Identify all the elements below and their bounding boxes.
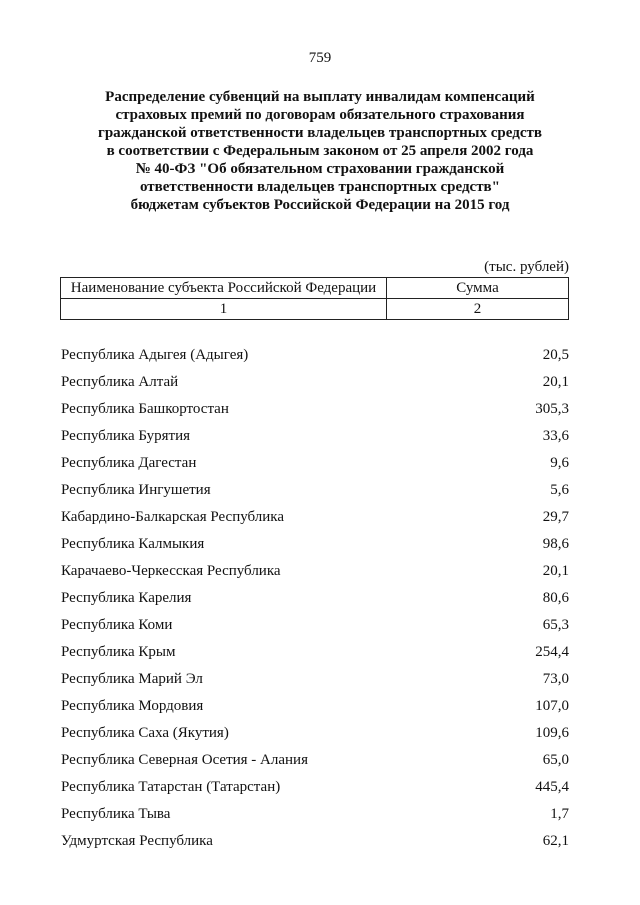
table-row [61, 396, 569, 423]
table-row [61, 639, 569, 666]
table-row [61, 612, 569, 639]
table-row [61, 666, 569, 693]
title-line: страховых премий по договорам обязательного страхования [115, 107, 525, 123]
header-amount: Сумма [387, 278, 569, 299]
title-line: гражданской ответственности владельцев транспортных средств [98, 125, 542, 141]
table-row [61, 423, 569, 450]
table-column-numbers-row [61, 299, 569, 320]
subject-amount: 1,7 [550, 806, 569, 822]
subject-name: Республика Башкортостан [61, 401, 229, 417]
page-number: 759 [308, 50, 332, 66]
title-line: ответственности владельцев транспортных средств" [140, 179, 500, 195]
subject-amount: 65,0 [542, 752, 569, 768]
units-label: (тыс. рублей) [484, 259, 569, 275]
subject-amount: 254,4 [535, 644, 569, 660]
table-row [61, 342, 569, 369]
subject-name: Республика Карелия [61, 590, 192, 606]
subject-name: Кабардино-Балкарская Республика [61, 509, 285, 525]
subject-amount: 20,1 [542, 374, 569, 390]
table-header-row [61, 278, 569, 299]
subject-name: Республика Северная Осетия - Алания [61, 752, 308, 768]
table-row [61, 450, 569, 477]
subject-amount: 9,6 [550, 455, 569, 471]
subject-amount: 445,4 [535, 779, 569, 795]
column-number-1: 1 [61, 299, 387, 320]
table-row [61, 531, 569, 558]
subject-name: Республика Татарстан (Татарстан) [61, 779, 281, 795]
subject-amount: 65,3 [542, 617, 569, 633]
table-row [61, 477, 569, 504]
table-row [61, 801, 569, 828]
table-row [61, 747, 569, 774]
title-line: бюджетам субъектов Российской Федерации на 2015 год [130, 197, 510, 213]
table-row [61, 585, 569, 612]
subject-name: Удмуртская Республика [61, 833, 213, 849]
subject-name: Республика Мордовия [61, 698, 204, 714]
subject-name: Республика Ингушетия [61, 482, 211, 498]
document-title [60, 88, 580, 214]
subject-name: Республика Дагестан [61, 455, 197, 471]
subject-name: Республика Марий Эл [61, 671, 203, 687]
subject-name: Республика Бурятия [61, 428, 191, 444]
title-line: Распределение субвенций на выплату инвалидам компенсаций [105, 89, 535, 105]
subject-amount: 107,0 [535, 698, 569, 714]
table-body [61, 342, 569, 855]
table-row [61, 774, 569, 801]
subject-name: Республика Коми [61, 617, 173, 633]
subject-name: Республика Крым [61, 644, 176, 660]
title-line: в соответствии с Федеральным законом от 25 апреля 2002 года [106, 143, 534, 159]
subject-name: Республика Алтай [61, 374, 179, 390]
subject-amount: 109,6 [535, 725, 569, 741]
subject-amount: 62,1 [542, 833, 569, 849]
title-line: № 40-ФЗ "Об обязательном страховании гражданской [135, 161, 505, 177]
subject-name: Республика Тыва [61, 806, 171, 822]
subject-amount: 98,6 [542, 536, 569, 552]
table-row [61, 558, 569, 585]
table-header [60, 277, 569, 320]
subject-name: Республика Калмыкия [61, 536, 205, 552]
subject-name: Карачаево-Черкесская Республика [61, 563, 281, 579]
subject-amount: 20,5 [542, 347, 569, 363]
table-row [61, 369, 569, 396]
subject-name: Республика Адыгея (Адыгея) [61, 347, 249, 363]
subject-amount: 80,6 [542, 590, 569, 606]
subject-amount: 73,0 [542, 671, 569, 687]
table-row [61, 828, 569, 855]
subject-amount: 5,6 [550, 482, 569, 498]
table-row [61, 720, 569, 747]
subject-amount: 305,3 [535, 401, 569, 417]
column-number-2: 2 [387, 299, 569, 320]
subject-amount: 29,7 [542, 509, 569, 525]
table-row [61, 504, 569, 531]
table-row [61, 693, 569, 720]
header-subject-name: Наименование субъекта Российской Федерации [61, 278, 387, 299]
subject-amount: 20,1 [542, 563, 569, 579]
subject-amount: 33,6 [542, 428, 569, 444]
subject-name: Республика Саха (Якутия) [61, 725, 229, 741]
